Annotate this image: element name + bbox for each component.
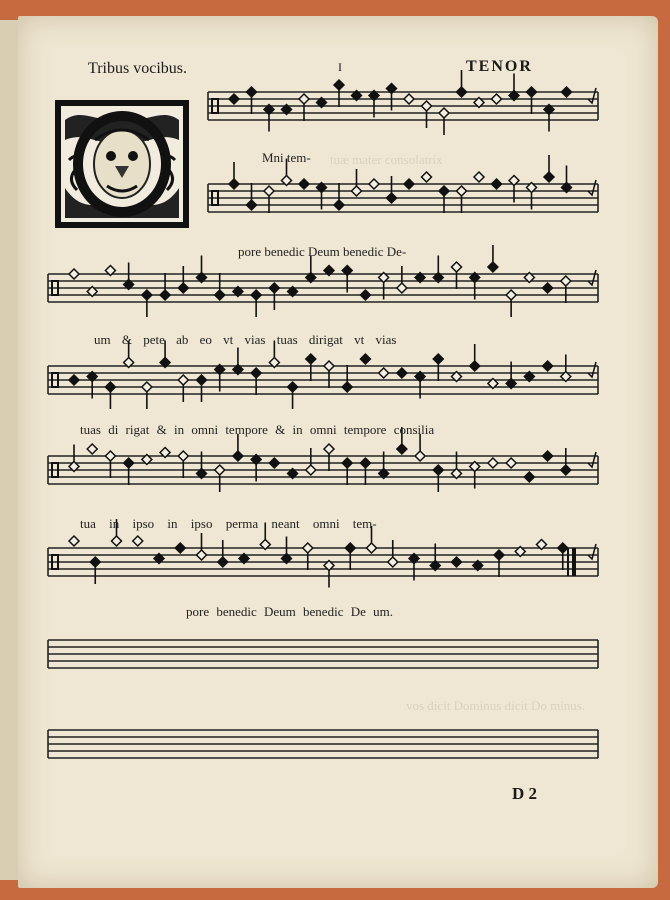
custos-mark xyxy=(588,544,596,559)
note-head xyxy=(334,200,344,210)
note-head xyxy=(360,458,370,468)
note-head xyxy=(324,361,334,371)
note-head xyxy=(387,193,397,203)
note-head xyxy=(69,375,79,385)
custos-mark xyxy=(588,362,596,377)
note-head xyxy=(474,172,484,182)
note-head xyxy=(367,543,377,553)
note-head xyxy=(334,80,344,90)
note-head xyxy=(229,94,239,104)
note-head xyxy=(197,375,207,385)
note-head xyxy=(251,368,261,378)
custos-mark xyxy=(588,88,596,103)
note-head xyxy=(306,354,316,364)
lyric-line-1: Mni tem- xyxy=(262,150,311,165)
note-head xyxy=(422,172,432,182)
lyric-line-6: pore benedic Deum benedic De um. xyxy=(186,604,393,619)
lyric-line-3: um & pete ab eo vt vias tuas dirigat vt vias xyxy=(94,332,397,347)
note-head xyxy=(269,283,279,293)
note-head xyxy=(229,179,239,189)
note-head xyxy=(494,550,504,560)
note-head xyxy=(288,382,298,392)
note-head xyxy=(342,458,352,468)
note-head xyxy=(379,368,389,378)
note-head xyxy=(433,354,443,364)
note-head xyxy=(105,451,115,461)
note-head xyxy=(112,536,122,546)
note-head xyxy=(142,290,152,300)
note-head xyxy=(303,543,313,553)
custos-mark xyxy=(588,180,596,195)
note-head xyxy=(544,172,554,182)
note-head xyxy=(299,94,309,104)
bleed-through-text-2: vos dicit Dominus dicit Do minus. xyxy=(406,698,586,713)
note-head xyxy=(352,186,362,196)
note-head xyxy=(251,290,261,300)
note-head xyxy=(345,543,355,553)
note-head xyxy=(299,179,309,189)
note-head xyxy=(178,375,188,385)
note-head xyxy=(178,283,188,293)
note-head xyxy=(124,458,134,468)
note-head xyxy=(247,200,257,210)
note-head xyxy=(215,290,225,300)
note-head xyxy=(369,179,379,189)
voice-count-heading: Tribus vocibus. xyxy=(88,60,187,77)
note-head xyxy=(492,179,502,189)
custos-mark xyxy=(588,452,596,467)
note-head xyxy=(527,87,537,97)
note-head xyxy=(69,536,79,546)
note-head xyxy=(492,94,502,104)
note-head xyxy=(218,557,228,567)
note-head xyxy=(439,186,449,196)
note-head xyxy=(488,262,498,272)
note-head xyxy=(360,354,370,364)
note-head xyxy=(342,382,352,392)
note-head xyxy=(452,557,462,567)
note-head xyxy=(457,186,467,196)
note-head xyxy=(388,557,398,567)
note-head xyxy=(452,262,462,272)
note-head xyxy=(233,451,243,461)
note-head xyxy=(561,465,571,475)
note-head xyxy=(247,87,257,97)
note-head xyxy=(306,465,316,475)
note-head xyxy=(360,290,370,300)
note-head xyxy=(397,283,407,293)
voice-part-title: TENOR xyxy=(466,58,533,75)
note-head xyxy=(433,465,443,475)
note-head xyxy=(457,87,467,97)
note-head xyxy=(543,361,553,371)
note-head xyxy=(264,186,274,196)
note-head xyxy=(562,87,572,97)
note-head xyxy=(470,361,480,371)
note-head xyxy=(506,290,516,300)
note-head xyxy=(506,458,516,468)
note-head xyxy=(561,276,571,286)
note-head xyxy=(160,290,170,300)
bleed-through-text-1: tuæ mater consolatrix xyxy=(330,152,443,167)
note-head xyxy=(175,543,185,553)
note-head xyxy=(558,543,568,553)
note-head xyxy=(215,465,225,475)
note-head xyxy=(397,444,407,454)
note-head xyxy=(90,557,100,567)
note-head xyxy=(178,451,188,461)
note-head xyxy=(269,458,279,468)
note-head xyxy=(439,108,449,118)
note-head xyxy=(324,444,334,454)
note-head xyxy=(142,382,152,392)
lyric-line-2: pore benedic Deum benedic De- xyxy=(238,244,407,259)
note-head xyxy=(524,472,534,482)
signature-mark: D 2 xyxy=(512,784,538,803)
note-head xyxy=(404,179,414,189)
note-head xyxy=(415,451,425,461)
note-head xyxy=(87,444,97,454)
note-head xyxy=(422,101,432,111)
note-head xyxy=(543,451,553,461)
note-head xyxy=(397,368,407,378)
note-head xyxy=(133,536,143,546)
note-head xyxy=(197,550,207,560)
note-head xyxy=(488,458,498,468)
lyric-line-5: tua in ipso in ipso perma neant omni tem- xyxy=(80,516,377,531)
custos-mark xyxy=(588,270,596,285)
note-head xyxy=(105,382,115,392)
lyric-line-4: tuas di rigat & in omni tempore & in omni tempore consilia xyxy=(80,422,435,437)
note-head xyxy=(404,94,414,104)
folio-mark: I xyxy=(338,60,342,74)
note-head xyxy=(543,283,553,293)
note-head xyxy=(69,269,79,279)
